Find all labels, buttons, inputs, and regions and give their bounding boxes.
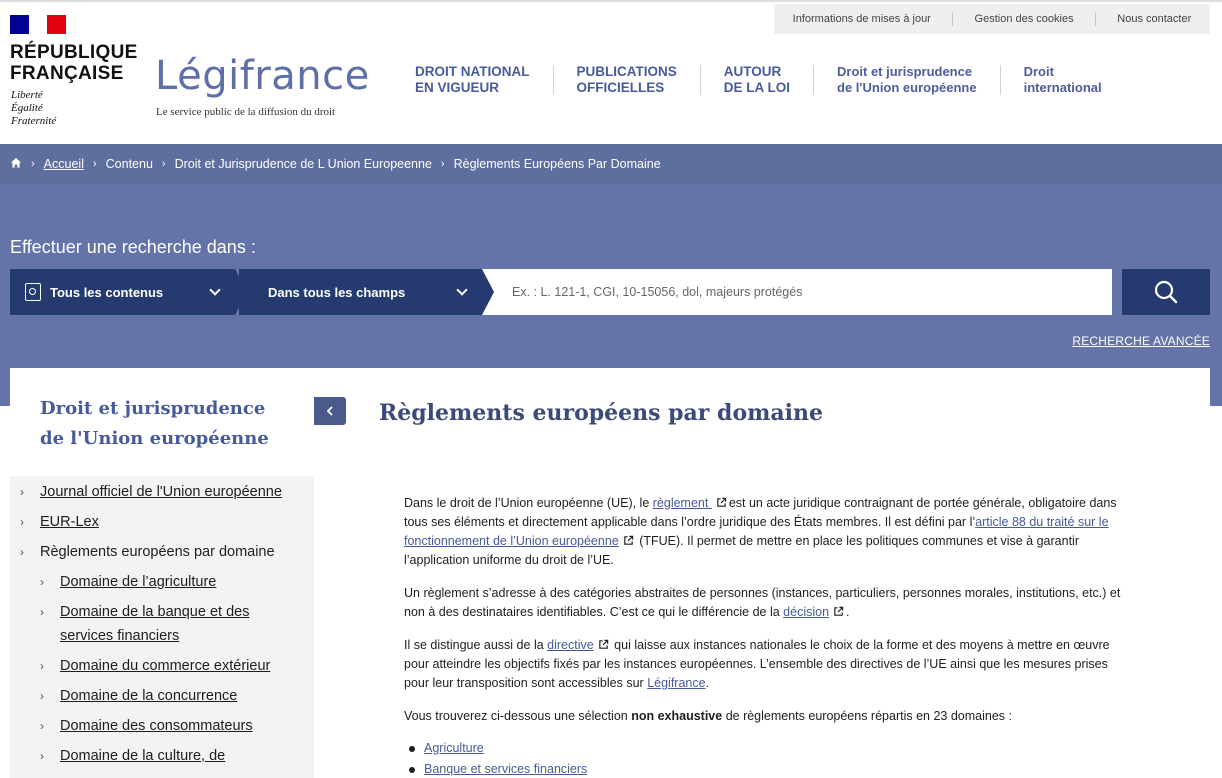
text: Il se distingue aussi de la <box>404 638 548 652</box>
emphasis: non exhaustive <box>631 709 723 723</box>
nav-droit-international[interactable]: Droit international <box>1023 64 1102 95</box>
brand-tagline: Le service public de la diffusion du droit <box>156 106 336 118</box>
main-content <box>314 368 1210 778</box>
chevron-right-icon: › <box>40 749 44 763</box>
breadcrumb <box>0 144 1222 184</box>
text: qui laisse aux instances nationales le choix de la forme et des moyens à mettre en œuvre pour atteindre les objectifs fixés par les instances européennes. L’ensemble des directives de l’UE ainsi que les mesures prises pour leur transposition sont accessibles sur <box>404 638 1110 690</box>
text: est un acte juridique contraignant de portée générale, obligatoire dans tous ses éléments et directement applicable dans l’ordre juridique des États membres. Il est défini par l’ <box>404 496 1117 529</box>
chevron-right-icon: › <box>31 158 35 170</box>
republic-motto <box>11 89 56 128</box>
advanced-search-link[interactable]: RECHERCHE AVANCÉE <box>1072 334 1210 348</box>
text: . <box>846 605 850 619</box>
chevron-right-icon: › <box>20 545 24 559</box>
contact-link[interactable]: Nous contacter <box>1117 13 1192 25</box>
breadcrumb-current: Règlements Européens Par Domaine <box>453 157 661 171</box>
page-title: Règlements européens par domaine <box>379 400 823 426</box>
nav-droit-ue[interactable]: Droit et jurisprudence de l'Union européenne <box>837 64 977 95</box>
external-link-icon <box>716 497 727 508</box>
sidebar-subitem-concurrence[interactable] <box>10 684 314 708</box>
sidebar-subitem-agriculture[interactable] <box>10 570 314 594</box>
fields-dropdown[interactable] <box>239 269 482 315</box>
sidebar-title <box>10 368 314 476</box>
nav-autour-de-la-loi[interactable]: AUTOUR DE LA LOI <box>723 64 790 95</box>
chevron-right-icon: › <box>440 158 445 170</box>
nav-publications-officielles[interactable]: PUBLICATIONS OFFICIELLES <box>576 64 677 95</box>
text: Un règlement s’adresse à des catégories abstraites de personnes (instances, particuliers, personnes morales, institutions, etc.) et non à des destinataires identifiables. C’est ce qui le différencie de la <box>404 586 1121 619</box>
sidebar-title-line1: Droit et jurisprudence <box>40 398 266 419</box>
paragraph-3 <box>404 636 1126 693</box>
fields-value: Dans tous les champs <box>268 284 406 300</box>
sidebar-item-label: Domaine de la concurrence <box>60 688 238 704</box>
breadcrumb-droit-ue: Droit et Jurisprudence de L Union Europeenne <box>174 157 432 171</box>
legifrance-logo[interactable]: Légifrance <box>155 53 370 99</box>
sidebar-collapse-button[interactable] <box>314 397 346 425</box>
text: de règlements européens répartis en 23 domaines : <box>722 709 1012 723</box>
sidebar-item-journal-officiel[interactable] <box>10 480 314 504</box>
sidebar-item-label: Domaine de la culture, de <box>60 748 226 764</box>
content-scope-value: Tous les contenus <box>50 284 164 300</box>
text: . <box>705 676 710 690</box>
link-legifrance[interactable]: Légifrance <box>647 676 706 690</box>
home-icon[interactable] <box>10 157 22 172</box>
external-link-icon <box>833 606 844 617</box>
sidebar-item-eur-lex[interactable] <box>10 510 314 534</box>
updates-link[interactable]: Informations de mises à jour <box>792 13 931 25</box>
marianne-flag-icon <box>10 15 66 34</box>
search-input[interactable] <box>482 269 1112 315</box>
paragraph-1 <box>404 494 1126 570</box>
top-rule <box>0 0 1222 2</box>
rf-line2: FRANÇAISE <box>10 63 124 84</box>
paragraph-4 <box>404 707 1126 726</box>
link-reglement[interactable]: règlement <box>652 496 712 510</box>
domain-list <box>404 738 1126 778</box>
utility-divider <box>1095 12 1096 26</box>
sidebar-subitem-consommateurs[interactable] <box>10 714 314 738</box>
search-icon <box>1153 279 1179 305</box>
text: Vous trouverez ci-dessous une sélection <box>404 709 632 723</box>
sidebar-item-label: Domaine du commerce extérieur <box>60 658 271 674</box>
sidebar-item-label: Domaine de la banque et des services financiers <box>60 604 250 644</box>
chevron-right-icon: › <box>40 689 44 703</box>
content-scope-dropdown[interactable] <box>10 269 235 315</box>
main-navigation <box>392 58 1125 102</box>
sidebar-subitem-commerce[interactable] <box>10 654 314 678</box>
sidebar-subitem-banque[interactable] <box>10 600 314 648</box>
cookies-link[interactable]: Gestion des cookies <box>974 13 1074 25</box>
text: Dans le droit de l’Union européenne (UE), le <box>404 496 653 510</box>
utility-bar <box>774 4 1210 34</box>
search-button[interactable] <box>1122 269 1210 315</box>
link-directive[interactable]: directive <box>547 638 594 652</box>
list-item <box>404 738 1126 759</box>
sidebar-item-label: Domaine de l’agriculture <box>60 574 217 590</box>
chevron-right-icon: › <box>20 485 24 499</box>
text: (TFUE). Il permet de mettre en place les politiques communes et vise à garantir l’application uniforme du droit de l’UE. <box>404 534 1079 567</box>
sidebar-item-reglements[interactable] <box>10 540 314 564</box>
search-label: Effectuer une recherche dans : <box>10 237 256 257</box>
sidebar-list <box>10 476 314 768</box>
sidebar-item-label: Journal officiel de l'Union européenne <box>40 484 282 500</box>
chevron-right-icon: › <box>20 515 24 529</box>
sidebar-title-line2: de l'Union européenne <box>40 428 269 449</box>
domain-link-banque[interactable]: Banque et services financiers <box>424 762 588 776</box>
republique-francaise-logo[interactable] <box>10 42 138 84</box>
document-search-icon <box>25 283 41 301</box>
chevron-right-icon: › <box>161 158 166 170</box>
sidebar <box>10 368 314 778</box>
motto-fraternite: Fraternité <box>11 115 57 127</box>
chevron-right-icon: › <box>92 158 97 170</box>
sidebar-item-label: EUR-Lex <box>40 514 99 530</box>
breadcrumb-contenu: Contenu <box>105 157 153 171</box>
chevron-right-icon: › <box>40 659 44 673</box>
rf-line1: RÉPUBLIQUE <box>10 42 138 63</box>
link-article-88[interactable]: article 88 du traité sur le fonctionnement de l’Union européenne <box>404 515 1109 548</box>
motto-egalite: Égalité <box>11 102 43 114</box>
external-link-icon <box>598 639 609 650</box>
sidebar-item-label: Règlements européens par domaine <box>40 544 275 560</box>
domain-link-agriculture[interactable]: Agriculture <box>424 741 484 755</box>
sidebar-subitem-culture[interactable] <box>10 744 314 768</box>
nav-droit-national[interactable]: DROIT NATIONAL EN VIGUEUR <box>415 64 530 95</box>
sidebar-item-label: Domaine des consommateurs <box>60 718 253 734</box>
list-item <box>404 759 1126 778</box>
chevron-down-icon <box>456 284 467 295</box>
motto-liberte: Liberté <box>11 89 43 101</box>
article-body <box>404 494 1126 778</box>
chevron-down-icon <box>209 284 220 295</box>
chevron-right-icon: › <box>40 605 44 619</box>
paragraph-2 <box>404 584 1126 622</box>
utility-divider <box>952 12 953 26</box>
chevron-left-icon <box>326 406 334 416</box>
external-link-icon <box>623 535 634 546</box>
chevron-right-icon: › <box>40 575 44 589</box>
breadcrumb-accueil[interactable]: Accueil <box>43 157 84 171</box>
chevron-right-icon: › <box>40 719 44 733</box>
link-decision[interactable]: décision <box>783 605 830 619</box>
